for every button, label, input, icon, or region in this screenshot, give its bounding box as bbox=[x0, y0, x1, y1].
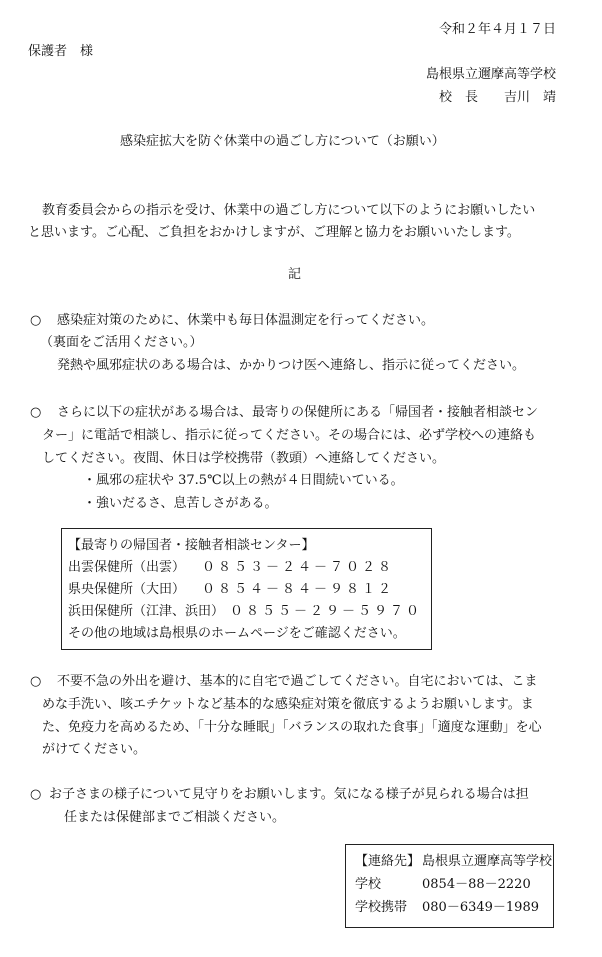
contact-row-1-label: 学校 bbox=[355, 877, 382, 892]
intro-line-2: と思います。ご心配、ご負担をおかけしますが、ご理解と協力をお願いいたします。 bbox=[28, 225, 520, 240]
contact-row-2-phone: 080－6349－1989 bbox=[422, 900, 539, 915]
item4-mark: ○ bbox=[30, 787, 42, 802]
intro-line-1: 教育委員会からの指示を受け、休業中の過ごし方について以下のようにお願いしたい bbox=[42, 203, 536, 218]
item2-bullet-1: ・風邪の症状や 37.5℃以上の熱が４日間続いている。 bbox=[83, 473, 404, 488]
item4-line-1: お子さまの様子について見守りをお願いします。気になる様子が見られる場合は担 bbox=[49, 787, 529, 802]
item2-line-1: さらに以下の症状がある場合は、最寄りの保健所にある「帰国者・接触者相談セン bbox=[57, 405, 539, 420]
item1-line-2: （裏面をご活用ください。） bbox=[40, 335, 203, 350]
item3-line-2: めな手洗い、咳エチケットなど基本的な感染症対策を徹底するようお願いします。ま bbox=[42, 697, 534, 712]
center-row-3-name: 浜田保健所（江津、浜田） bbox=[68, 604, 225, 619]
item4-line-2: 任または保健部までご相談ください。 bbox=[64, 810, 286, 825]
contact-row-2-label: 学校携帯 bbox=[355, 900, 408, 915]
page-title: 感染症拡大を防ぐ休業中の過ごし方について（お願い） bbox=[120, 134, 445, 149]
contact-row-1-phone: 0854－88－2220 bbox=[422, 877, 531, 892]
center-box-title: 【最寄りの帰国者・接触者相談センター】 bbox=[68, 538, 315, 553]
school-name: 島根県立邇摩高等学校 bbox=[425, 67, 556, 82]
center-row-2-name: 県央保健所（大田） bbox=[68, 582, 186, 597]
item3-line-4: がけてください。 bbox=[42, 742, 147, 757]
item2-mark: ○ bbox=[30, 405, 42, 420]
center-row-1-phone: ０８５３－２４－７０２８ bbox=[202, 560, 395, 575]
item2-line-3: してください。夜間、休日は学校携帯（教頭）へ連絡してください。 bbox=[42, 451, 446, 466]
item1-line-3: 発熱や風邪症状のある場合は、かかりつけ医へ連絡し、指示に従ってください。 bbox=[57, 358, 526, 373]
contact-box-title: 【連絡先】 bbox=[355, 854, 421, 869]
contact-box-school: 島根県立邇摩高等学校 bbox=[422, 854, 553, 869]
item1-mark: ○ bbox=[30, 313, 42, 328]
principal-name: 校 長 吉川 靖 bbox=[438, 90, 556, 105]
recipient: 保護者 様 bbox=[28, 44, 94, 59]
item3-mark: ○ bbox=[30, 674, 42, 689]
item1-line-1: 感染症対策のために、休業中も毎日体温測定を行ってください。 bbox=[57, 313, 435, 328]
center-box-note: その他の地域は島根県のホームページをご確認ください。 bbox=[68, 626, 406, 641]
item3-line-1: 不要不急の外出を避け、基本的に自宅で過ごしてください。自宅においては、こま bbox=[57, 674, 538, 689]
ki-heading: 記 bbox=[288, 267, 302, 282]
item2-bullet-2: ・強いだるさ、息苦しさがある。 bbox=[83, 496, 278, 511]
item3-line-3: た、免疫力を高めるため、「十分な睡眠」「バランスの取れた食事」「適度な運動」を心 bbox=[42, 720, 542, 735]
letter-date: 令和２年４月１７日 bbox=[438, 22, 556, 37]
center-row-3-phone: ０８５５－２９－５９７０ bbox=[230, 604, 423, 619]
center-row-1-name: 出雲保健所（出雲） bbox=[68, 560, 186, 575]
center-row-2-phone: ０８５４－８４－９８１２ bbox=[202, 582, 395, 597]
item2-line-2: ター」に電話で相談し、指示に従ってください。その場合には、必ず学校への連絡も bbox=[42, 428, 537, 443]
